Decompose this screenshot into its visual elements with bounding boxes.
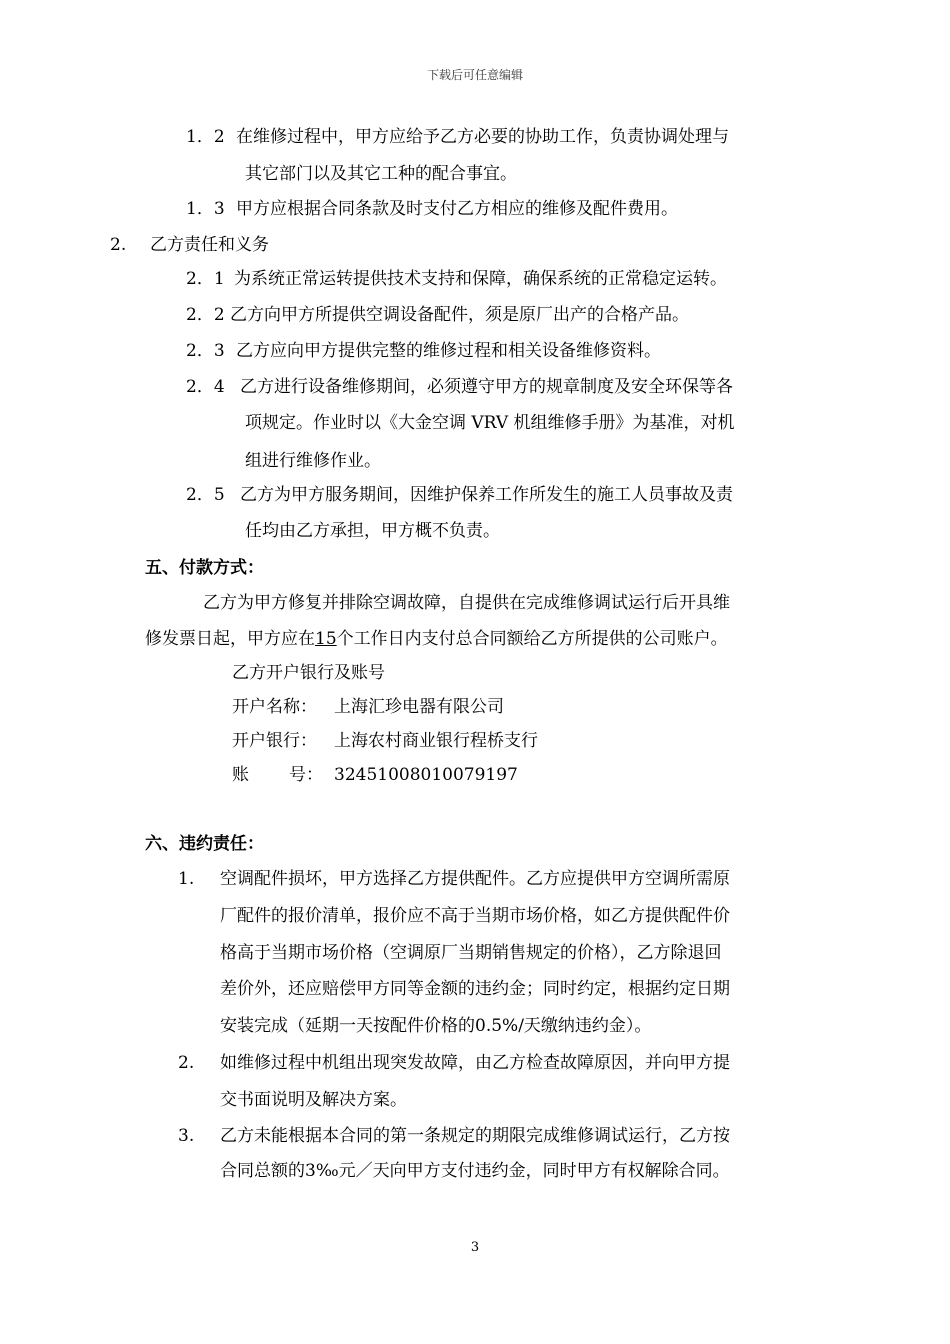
penalty-1-line: 格高于当期市场价格（空调原厂当期销售规定的价格），乙方除退回 <box>220 943 722 963</box>
penalty-2-number: 2. <box>178 1053 195 1073</box>
penalty-3-line: 乙方未能根据本合同的第一条规定的期限完成维修调试运行，乙方按 <box>220 1126 730 1146</box>
payment-paragraph-line2 <box>145 628 728 650</box>
page-header-note: 下载后可任意编辑 <box>426 68 523 82</box>
item-2-3-text: 乙方应向甲方提供完整的维修过程和相关设备维修资料。 <box>236 341 661 361</box>
payment-paragraph-line2-end: 个工作日内支付总合同额给乙方所提供的公司账户。 <box>336 629 728 649</box>
item-1-3-text: 甲方应根据合同条款及时支付乙方相应的维修及配件费用。 <box>236 199 678 219</box>
penalty-2-line: 交书面说明及解决方案。 <box>220 1090 407 1110</box>
item-2-4-line1: 乙方进行设备维修期间，必须遵守甲方的规章制度及安全环保等各 <box>240 377 733 397</box>
account-number-value: 32451008010079197 <box>334 765 518 785</box>
item-1-2-line2: 其它部门以及其它工种的配合事宜。 <box>245 164 517 184</box>
item-1-3-number: 1．3 <box>186 199 225 219</box>
bank-heading: 乙方开户银行及账号 <box>232 663 385 683</box>
penalty-2-line: 如维修过程中机组出现突发故障，由乙方检查故障原因，并向甲方提 <box>220 1053 730 1073</box>
penalty-3-line: 合同总额的3‰元／天向甲方支付违约金，同时甲方有权解除合同。 <box>220 1161 730 1181</box>
account-number-label-b: 号： <box>289 765 323 785</box>
bank-label: 开户银行： <box>232 731 317 751</box>
item-2-4-line3: 组进行维修作业。 <box>245 451 381 471</box>
account-name-label: 开户名称： <box>232 697 317 717</box>
payment-paragraph-line1: 乙方为甲方修复并排除空调故障，自提供在完成维修调试运行后开具维 <box>203 593 730 613</box>
account-number-label-a: 账 <box>232 765 249 785</box>
penalty-1-line: 安装完成（延期一天按配件价格的0.5%/天缴纳违约金）。 <box>220 1016 652 1036</box>
section-5-title: 五、付款方式： <box>145 558 264 578</box>
item-2-4-number: 2．4 <box>186 377 225 397</box>
clause-2-number: 2. <box>110 235 127 255</box>
item-1-2-number: 1．2 <box>186 127 225 147</box>
page-number: 3 <box>470 1240 480 1255</box>
payment-paragraph-line2-start: 修发票日起，甲方应在 <box>145 629 315 649</box>
payment-days: 15 <box>315 629 337 649</box>
clause-2-title: 乙方责任和义务 <box>150 235 269 255</box>
penalty-1-line: 厂配件的报价清单，报价应不高于当期市场价格，如乙方提供配件价 <box>220 906 730 926</box>
item-2-5-number: 2．5 <box>186 485 225 505</box>
item-2-5-line1: 乙方为甲方服务期间，因维护保养工作所发生的施工人员事故及责 <box>240 485 733 505</box>
bank-value: 上海农村商业银行程桥支行 <box>334 731 538 751</box>
item-1-2-line1: 在维修过程中，甲方应给予乙方必要的协助工作，负责协调处理与 <box>236 127 729 147</box>
item-2-2-text: 乙方向甲方所提供空调设备配件，须是原厂出产的合格产品。 <box>230 305 689 325</box>
account-name-value: 上海汇珍电器有限公司 <box>334 697 504 717</box>
item-2-4-line2: 项规定。作业时以《大金空调 VRV 机组维修手册》为基准，对机 <box>245 413 735 433</box>
item-2-2-number: 2．2 <box>186 305 225 325</box>
penalty-3-number: 3. <box>178 1126 195 1146</box>
item-2-5-line2: 任均由乙方承担，甲方概不负责。 <box>245 521 500 541</box>
item-2-1-number: 2．1 <box>186 269 225 289</box>
penalty-1-line: 空调配件损坏，甲方选择乙方提供配件。乙方应提供甲方空调所需原 <box>220 869 730 889</box>
item-2-1-text: 为系统正常运转提供技术支持和保障，确保系统的正常稳定运转。 <box>234 269 727 289</box>
section-6-title: 六、违约责任： <box>145 834 264 854</box>
item-2-3-number: 2．3 <box>186 341 225 361</box>
penalty-1-number: 1. <box>178 869 195 889</box>
penalty-1-line: 差价外，还应赔偿甲方同等金额的违约金；同时约定，根据约定日期 <box>220 979 730 999</box>
